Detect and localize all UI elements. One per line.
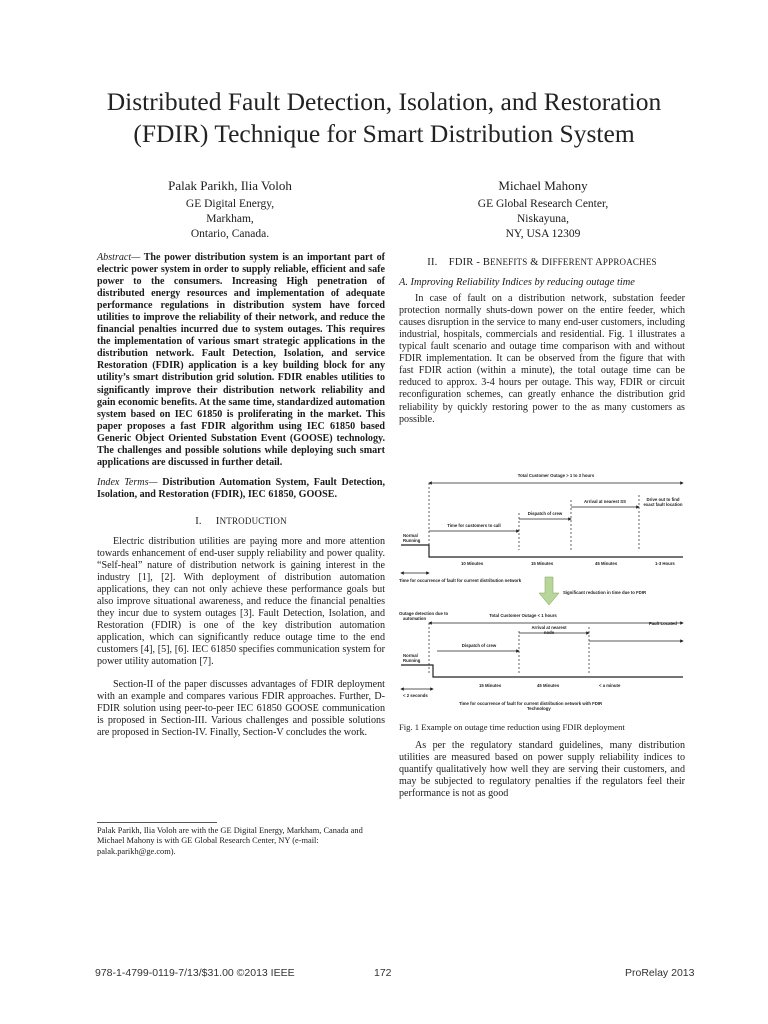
paper-title — [40, 86, 728, 150]
fig-label: Outage detection due to — [399, 611, 449, 616]
fig-label: Technology — [527, 706, 551, 711]
footnote: Palak Parikh, Ilia Voloh are with the GE Digital Energy, Markham, Canada and Michael Mahony is with GE Global Research Center, NY (e-mail: palak.parikh@ge.com). — [97, 826, 363, 856]
fig-label: Arrival at nearest SS — [583, 499, 627, 504]
section-title-part: ENEFITS — [490, 257, 528, 267]
author-country: NY, USA 12309 — [505, 228, 581, 240]
author-block-left — [95, 178, 365, 242]
fig-label: 45 Minutes — [595, 561, 618, 566]
abstract — [97, 252, 385, 469]
fig-label: Total Customer Outage < 1 hours — [489, 613, 557, 618]
figure-outage-timeline — [399, 465, 685, 715]
author-block-right — [408, 178, 678, 242]
footer-page-number: 172 — [374, 967, 392, 979]
fig-label: Time for customers to call — [447, 523, 501, 528]
author-org: GE Digital Energy, — [185, 198, 275, 210]
top-timeline-line — [401, 545, 683, 557]
fig-label: Fault Located — [649, 621, 677, 626]
section-title-part: IFFERENT — [549, 257, 593, 267]
fig-label: 10 Minutes — [461, 561, 484, 566]
abstract-lead: Abstract— — [97, 252, 141, 263]
bottom-timeline-line — [401, 665, 683, 677]
fig-label: Dispatch of crew — [461, 643, 497, 648]
section-title-part: FDIR - B — [448, 257, 491, 268]
fig-label: Time for occurrence of fault for current distribution network with FDIR — [459, 701, 603, 706]
author-country: Ontario, Canada. — [190, 228, 270, 240]
fig-label: Total Customer Outage > 1 to 3 hours — [517, 473, 595, 478]
fig-label: < a minute — [599, 683, 621, 688]
section-title-initial: I — [215, 515, 220, 527]
right-column-continued — [399, 740, 685, 800]
intro-paragraph-2: Section-II of the paper discusses advantages of FDIR deployment with an example and compares various FDIR approaches. Further, D- FDIR solution using peer-to-peer IEC 61850 GOOSE communication is proposed in Section-III. Various challenges and possible solutions are proposed in Section-IV. Finally, Section-V concludes the work. — [97, 678, 385, 738]
title-line-2: (FDIR) Technique for Smart Distribution System — [133, 119, 635, 148]
author-org: GE Global Research Center, — [477, 198, 609, 210]
index-terms-text: Distribution Automation System, Fault Detection, Isolation, and Restoration (FDIR), IEC 61850, GOOSE. — [97, 476, 385, 500]
section2-paragraph-1: In case of fault on a distribution network, substation feeder protection normally shuts-down power on the entire feeder, which causes disruption in the service to many end-user customers, including industrial, hospitals, commercials and residential. Fig. 1 illustrates a typical fault scenario and outage time comparison with and without FDIR implementation. It can be observed from the figure that with fast FDIR action (within a minute), the total outage time can be reduced to approx. 3-4 hours per outage. This way, FDIR or circuit reconfiguration schemes, can greatly enhance the distribution grid reliability by quickly restoring power to the as many customers as possible. — [399, 293, 685, 425]
index-terms — [97, 477, 385, 501]
fig-label: Significant reduction in time due to FDIR — [563, 590, 647, 595]
left-column — [97, 252, 385, 739]
fig-label: Arrival at nearest — [531, 625, 567, 630]
figure-caption: Fig. 1 Example on outage time reduction using FDIR deployment — [399, 722, 625, 732]
fig-label: Drive out to find — [646, 497, 680, 502]
subsection-heading: A. Improving Reliability Indices by reducing outage time — [399, 277, 635, 289]
fig-label: Time for occurrence of fault for current distribution network — [399, 578, 522, 583]
author-name: Michael Mahony — [498, 178, 588, 193]
fig-label: Dispatch of crew — [527, 511, 563, 516]
section-title-part: & D — [527, 257, 550, 268]
section-heading-introduction — [97, 515, 385, 528]
reduction-arrow-icon — [539, 577, 559, 605]
index-terms-lead: Index Terms— — [97, 476, 158, 488]
section2-paragraph-2: As per the regulatory standard guidelines, many distribution utilities are measured based on power supply reliability indices to quantify qualitatively how well they are serving their customers, and may be subjected to regulatory penalties if the regulators feel their performance is not as good — [399, 740, 685, 800]
fig-label: 1-3 Hours — [655, 561, 675, 566]
author-city: Niskayuna, — [516, 213, 570, 225]
author-name: Palak Parikh, Ilia Voloh — [168, 178, 292, 193]
section-title-rest: NTRODUCTION — [219, 515, 287, 526]
fig-label: Running — [403, 658, 421, 663]
section-number: II. — [427, 257, 438, 268]
right-column — [399, 256, 685, 426]
section-title-part: PPROACHES — [602, 257, 657, 267]
author-city: Markham, — [206, 213, 254, 225]
intro-paragraph-1: Electric distribution utilities are paying more and more attention towards enhancement of end-user supply reliability and power quality. “Self-heal” nature of distribution network is gaining interest in the industry [1], [2]. With deployment of distribution automation applications, they can not only achieve these performance goals but also improve situational awareness, and reduce the financial penalties they incur due to system outages [3]. Fault Detection, Isolation, and Restoration (FDIR) is one of the key distribution automation application, which can significantly reduce outage time to the end customers [4], [5], [6]. IEC 61850 specifies communication system for power utility automation [7]. — [97, 535, 385, 668]
footer-conference: ProRelay 2013 — [625, 967, 695, 979]
abstract-text: The power distribution system is an important part of electric power system in order to supply reliable, efficient and safe power to the consumers. Increasing High penetration of distributed energy resources and implementation of adequate performance regulations in distribution system have forced utilities to improve the reliability of their network, and reduce the financial penalties incurred due to system outages. This requires the implementation of various smart strategic applications in the distribution network. Fault Detection, Isolation, and service Restoration (FDIR) application is a key building block for any utility’s smart distribution grid solution. FDIR enables utilities to significantly improve their distribution network reliability and gain economic benefits. At the same time, standardized automation system based on IEC 61850 is proliferating in the market. This paper proposes a fast FDIR algorithm using IEC 61850 based Generic Object Oriented Substation Event (GOOSE) technology. The challenges and possible solutions while deploying such smart applications are discussed in further detail. — [97, 252, 385, 468]
section-heading-fdir — [399, 256, 685, 269]
fig-label: 15 Minutes — [479, 683, 502, 688]
fig-label: exact fault location — [643, 502, 683, 507]
footer-copyright: 978-1-4799-0119-7/13/$31.00 ©2013 IEEE — [95, 967, 295, 979]
fig-label: node — [543, 630, 555, 635]
fig-label: 45 Minutes — [537, 683, 560, 688]
fig-label: < 2 seconds — [403, 693, 428, 698]
section-number: I. — [195, 515, 202, 527]
fig-label: automation — [403, 616, 427, 621]
fig-label: Normal — [403, 533, 418, 538]
fig-label: Normal — [403, 653, 418, 658]
section-title-part: A — [592, 257, 603, 268]
footnote-rule — [97, 822, 217, 823]
fig-label: 15 Minutes — [531, 561, 554, 566]
fig-label: Running — [403, 538, 421, 543]
title-line-1: Distributed Fault Detection, Isolation, and Restoration — [106, 87, 662, 116]
figure-diagram — [399, 465, 685, 715]
